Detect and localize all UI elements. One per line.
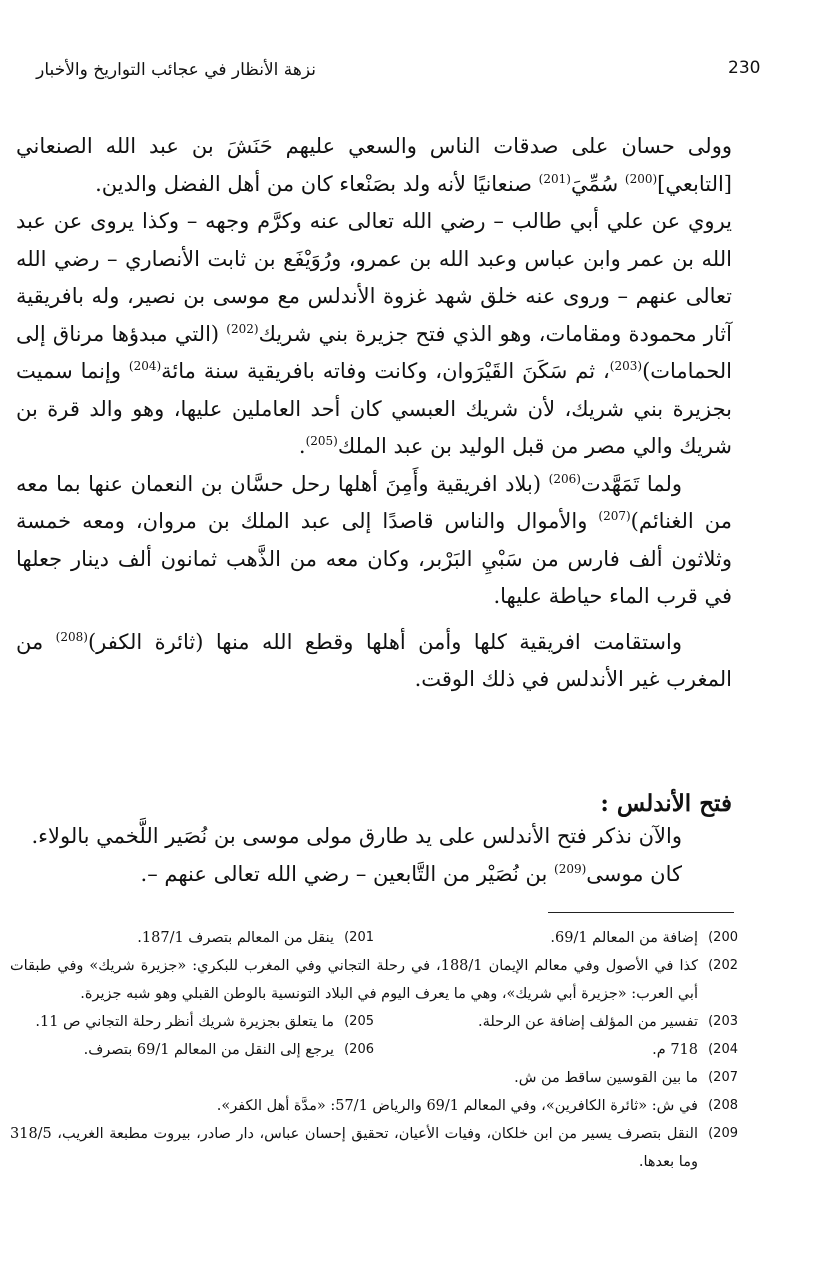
footnote-text: في ش: «ثائرة الكافرين»، وفي المعالم 69/1 والرياض 57/1: «مدَّة أهل الكفر». [216,1098,698,1114]
footnote-text: ما بين القوسين ساقط من ش. [514,1070,698,1086]
footnote-number: 209) [708,1126,738,1141]
footnote-201 [10,924,374,952]
footnote-208 [10,1092,738,1120]
footnote-204 [374,1036,738,1064]
footnote-divider [548,912,734,913]
footnote-ref: (206) [548,471,581,486]
paragraph-narration [16,203,732,466]
footnote-number: 204) [708,1042,738,1057]
footnote-number: 205) [344,1014,374,1029]
text-run: ولما تَمَهَّدت [580,471,682,496]
footnote-text: إضافة من المعالم 69/1. [550,930,698,946]
footnote-text: ما يتعلق بجزيرة شريك أنظر رحلة التجاني ص 11. [35,1014,334,1030]
footnote-202 [10,952,738,1008]
footnote-ref: (208) [55,629,88,644]
footnote-ref: (202) [226,321,259,336]
text-run: (التي مبدؤها مرناق إلى الحمامات) [16,321,732,383]
footnote-ref: (200) [624,171,658,186]
section-heading: فتح الأندلس : [600,790,732,817]
footnote-text: النقل بتصرف يسير من ابن خلكان، وفيات الأعيان، تحقيق إحسان عباس، دار صادر، بيروت مطبعة الغريب، 318/5 وما بعدها. [10,1126,698,1170]
text-run: يروي عن علي أبي طالب – رضي الله تعالى عنه وكرَّم وجهه – وكذا يروى عن عبد الله بن عمر وابن عباس وعبد الله بن عمرو، ورُوَيْفَع بن ثابت الأنصاري – رضي الله تعالى عنهم – وروى عنه خلق شهد غزوة الأندلس مع موسى بن نصير، وله بافريقية آثار محمودة ومقامات، وهو الذي فتح جزيرة بني شريك [16,209,732,346]
text-run: (بلاد افريقية وأَمِنَ أهلها رحل حسَّان بن النعمان عنها بما معه من الغنائم) [16,471,732,533]
footnote-ref: (201) [538,171,571,186]
footnote-ref: (203) [609,359,643,373]
footnote-207 [10,1064,738,1092]
text-run: . [298,434,306,458]
footnote-206 [10,1036,374,1064]
paragraph-musa [16,856,732,894]
text-run: ، ثم سَكَنَ القَيْرَوان، وكانت وفاته بافريقية سنة مائة [161,359,610,383]
footnote-ref: (209) [554,861,587,876]
footnote-row [10,924,738,952]
footnote-text: يرجع إلى النقل من المعالم 69/1 بتصرف. [83,1042,334,1058]
text-run: وولى حسان على صدقات الناس والسعي عليهم حَنَشَ بن عبد الله الصنعاني [التابعي] [16,134,732,196]
footnote-number: 200) [708,930,738,945]
footnote-number: 201) [344,930,374,945]
text-run: سُمِّيَ [570,171,625,196]
footnote-text: تفسير من المؤلف إضافة عن الرحلة. [477,1014,698,1030]
footnote-number: 208) [708,1098,738,1113]
footnote-number: 202) [708,958,738,973]
footnote-203 [374,1008,738,1036]
text-run: بن نُصَيْر من التَّابعين – رضي الله تعالى عنهم –. [140,861,555,886]
page-number: 230 [728,58,761,78]
footnote-number: 207) [708,1070,738,1085]
main-text [16,128,732,699]
paragraph-intro: والآن نذكر فتح الأندلس على يد طارق مولى موسى بن نُصَير اللَّخمي بالولاء. [31,824,682,848]
footnote-ref: (205) [305,434,338,448]
page-header [16,58,836,86]
footnote-text: 718 م. [652,1042,698,1058]
paragraph-hanash [16,128,732,203]
footnote-ref: (204) [128,359,162,373]
paragraph-ifriqiya-stable [16,624,732,699]
footnote-ref: (207) [598,509,631,523]
footnotes [10,924,738,1176]
footnote-text: ينقل من المعالم بتصرف 187/1. [137,930,334,946]
footnote-number: 206) [344,1042,374,1057]
paragraph-hassan-departure [16,466,732,616]
footnote-205 [10,1008,374,1036]
footnote-row [10,1008,738,1036]
text-run: والأموال والناس قاصدًا إلى عبد الملك بن مروان، ومعه خمسة وثلاثون ألف فارس من سَبْيِ البَرْبر، وكان معه من الذَّهب ثمانون ألف دينار جعلها في قرب الماء حياطة عليها. [16,509,732,608]
footnote-209 [10,1120,738,1176]
section-text [16,818,732,893]
footnote-row [10,1036,738,1064]
text-run: كان موسى [586,861,682,886]
footnote-text: كذا في الأصول وفي معالم الإيمان 188/1، في رحلة التجاني وفي المغرب للبكري: «جزيرة شريك» وفي طبقات أبي العرب: «جزيرة أبي شريك»، وهي ما يعرف اليوم في البلاد التونسية بالوطن القبلي وهو شبه جزيرة. [10,958,698,1002]
text-run: وإنما سميت بجزيرة بني شريك، لأن شريك العبسي كان أحد العاملين عليها، وهو والد قرة بن شريك والي مصر من قبل الوليد بن عبد الملك [16,359,732,458]
footnote-number: 203) [708,1014,738,1029]
footnote-200 [374,924,738,952]
text-run: من المغرب غير الأندلس في ذلك الوقت. [16,629,732,691]
running-title: نزهة الأنظار في عجائب التواريخ والأخبار [36,60,316,80]
text-run: صنعانيًا لأنه ولد بصَنْعاء كان من أهل الفضل والدين. [95,171,539,196]
text-run: واستقامت افريقية كلها وأمن أهلها وقطع الله منها (ثائرة الكفر) [87,629,682,654]
